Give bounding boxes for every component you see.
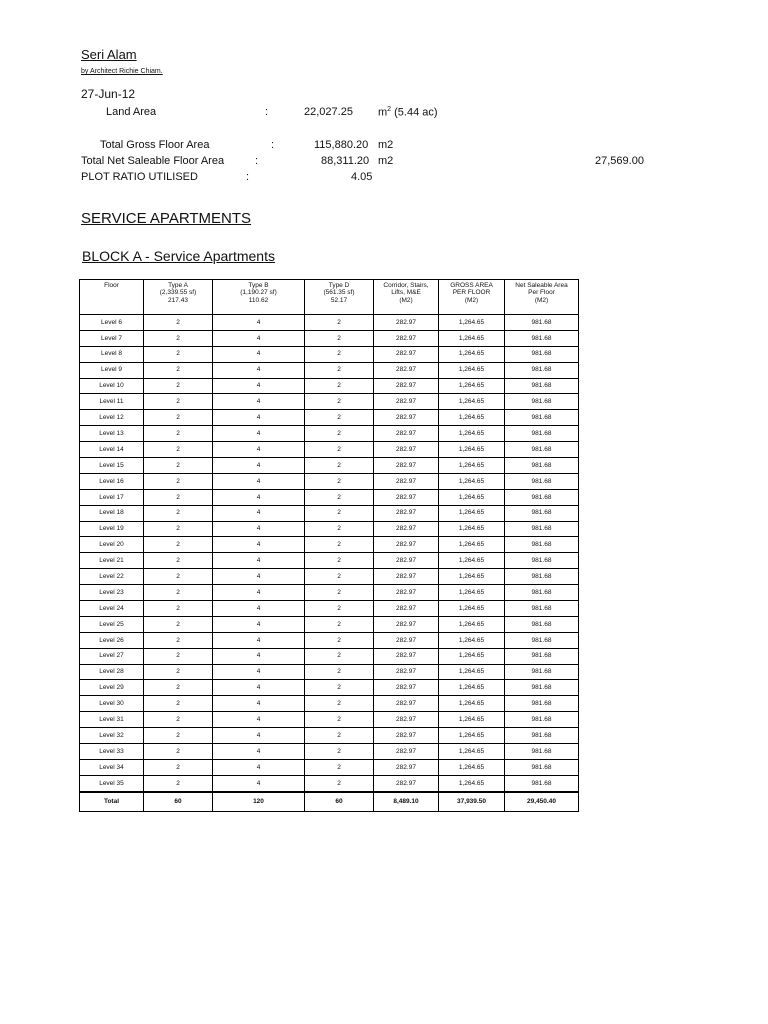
- table-cell: 1,264.65: [439, 330, 505, 346]
- table-cell: 282.97: [374, 378, 439, 394]
- table-cell: Level 18: [80, 505, 144, 521]
- table-cell: Level 9: [80, 362, 144, 378]
- table-cell: 4: [213, 680, 305, 696]
- table-cell: 2: [305, 537, 374, 553]
- table-cell: Level 33: [80, 744, 144, 760]
- table-cell: 282.97: [374, 315, 439, 331]
- table-cell: Level 17: [80, 489, 144, 505]
- table-row: [80, 648, 579, 664]
- document-title: Seri Alam: [81, 47, 137, 62]
- table-cell: Level 20: [80, 537, 144, 553]
- table-cell: 1,264.65: [439, 664, 505, 680]
- table-row: [80, 362, 579, 378]
- table-cell: 2: [144, 744, 213, 760]
- table-cell: Level 30: [80, 696, 144, 712]
- table-cell: Level 22: [80, 569, 144, 585]
- table-cell: Level 35: [80, 775, 144, 791]
- table-cell: 981.68: [505, 537, 579, 553]
- table-cell: 981.68: [505, 505, 579, 521]
- table-cell: 2: [305, 394, 374, 410]
- table-row: [80, 775, 579, 791]
- table-cell: 2: [305, 458, 374, 474]
- table-cell: 2: [144, 696, 213, 712]
- column-header-line: (2,339.55 sf): [159, 289, 197, 297]
- column-header-line: (1,190.27 sf): [240, 289, 277, 297]
- table-row: [80, 680, 579, 696]
- table-cell: 1,264.65: [439, 442, 505, 458]
- column-header-line: Type D: [328, 282, 350, 289]
- author-line: by Architect Richie Chiam.: [81, 68, 163, 75]
- table-cell: 981.68: [505, 601, 579, 617]
- table-cell: 4: [213, 426, 305, 442]
- table-cell: 1,264.65: [439, 696, 505, 712]
- total-cell: 8,489.10: [374, 792, 439, 812]
- table-cell: 282.97: [374, 744, 439, 760]
- table-cell: 2: [144, 601, 213, 617]
- table-cell: 4: [213, 442, 305, 458]
- table-row: [80, 458, 579, 474]
- table-row: [80, 553, 579, 569]
- table-cell: 282.97: [374, 680, 439, 696]
- table-cell: 981.68: [505, 648, 579, 664]
- table-cell: 981.68: [505, 473, 579, 489]
- table-row: [80, 616, 579, 632]
- land-area-colon: :: [265, 106, 269, 118]
- column-header: [374, 280, 439, 315]
- table-cell: 1,264.65: [439, 489, 505, 505]
- table-cell: 2: [144, 458, 213, 474]
- table-cell: 4: [213, 394, 305, 410]
- column-header: [213, 280, 305, 315]
- table-cell: 4: [213, 489, 305, 505]
- table-cell: 2: [305, 442, 374, 458]
- total-cell: 29,450.40: [505, 792, 579, 812]
- table-cell: 981.68: [505, 346, 579, 362]
- gross-floor-area-colon: :: [271, 139, 275, 151]
- table-cell: 4: [213, 712, 305, 728]
- table-cell: 2: [144, 775, 213, 791]
- table-cell: 2: [305, 601, 374, 617]
- table-cell: 4: [213, 537, 305, 553]
- table-cell: 1,264.65: [439, 728, 505, 744]
- table-cell: 2: [305, 648, 374, 664]
- table-cell: 1,264.65: [439, 585, 505, 601]
- table-cell: 4: [213, 664, 305, 680]
- table-cell: 2: [144, 712, 213, 728]
- table-cell: 1,264.65: [439, 553, 505, 569]
- table-row: [80, 394, 579, 410]
- table-cell: 4: [213, 315, 305, 331]
- column-header-line: Per Floor: [528, 289, 555, 297]
- table-cell: 4: [213, 346, 305, 362]
- table-cell: Level 27: [80, 648, 144, 664]
- table-cell: 981.68: [505, 728, 579, 744]
- table-cell: 4: [213, 553, 305, 569]
- table-row: [80, 632, 579, 648]
- table-cell: 2: [144, 569, 213, 585]
- table-cell: 282.97: [374, 346, 439, 362]
- table-cell: 282.97: [374, 585, 439, 601]
- table-cell: 2: [144, 489, 213, 505]
- table-cell: 282.97: [374, 489, 439, 505]
- column-header-line: Net Saleable Area: [515, 282, 568, 289]
- table-cell: 981.68: [505, 362, 579, 378]
- total-cell: Total: [80, 792, 144, 812]
- column-header: [505, 280, 579, 315]
- table-cell: 981.68: [505, 664, 579, 680]
- table-cell: 2: [305, 553, 374, 569]
- table-cell: Level 10: [80, 378, 144, 394]
- table-cell: Level 15: [80, 458, 144, 474]
- table-row: [80, 696, 579, 712]
- table-cell: 2: [144, 759, 213, 775]
- table-cell: 4: [213, 330, 305, 346]
- table-cell: Level 34: [80, 759, 144, 775]
- total-cell: 60: [144, 792, 213, 812]
- table-cell: 2: [144, 728, 213, 744]
- table-cell: Level 11: [80, 394, 144, 410]
- table-row: [80, 346, 579, 362]
- net-saleable-side-value: 27,569.00: [595, 155, 644, 167]
- table-cell: 2: [305, 664, 374, 680]
- table-cell: 1,264.65: [439, 521, 505, 537]
- table-cell: 981.68: [505, 775, 579, 791]
- gross-floor-area-label: Total Gross Floor Area: [100, 139, 210, 151]
- plot-ratio-colon: :: [246, 171, 250, 183]
- table-row: [80, 712, 579, 728]
- table-cell: 981.68: [505, 585, 579, 601]
- table-cell: 4: [213, 378, 305, 394]
- table-cell: 981.68: [505, 712, 579, 728]
- column-header-line: (M2): [399, 296, 413, 304]
- table-cell: 981.68: [505, 744, 579, 760]
- table-cell: Level 31: [80, 712, 144, 728]
- table-cell: 1,264.65: [439, 775, 505, 791]
- table-cell: 981.68: [505, 426, 579, 442]
- table-cell: 282.97: [374, 569, 439, 585]
- total-cell: 37,939.50: [439, 792, 505, 812]
- table-cell: 4: [213, 775, 305, 791]
- table-row: [80, 489, 579, 505]
- table-cell: 981.68: [505, 394, 579, 410]
- table-row: [80, 426, 579, 442]
- table-cell: 4: [213, 505, 305, 521]
- table-row: [80, 569, 579, 585]
- land-area-label: Land Area: [106, 106, 157, 118]
- table-row: [80, 505, 579, 521]
- table-cell: 282.97: [374, 648, 439, 664]
- table-cell: 282.97: [374, 458, 439, 474]
- table-cell: 2: [144, 473, 213, 489]
- table-cell: 4: [213, 744, 305, 760]
- table-cell: 4: [213, 632, 305, 648]
- table-cell: 1,264.65: [439, 473, 505, 489]
- table-cell: 4: [213, 410, 305, 426]
- table-cell: 2: [305, 775, 374, 791]
- table-cell: Level 6: [80, 315, 144, 331]
- column-header-line: Lifts, M&E: [391, 289, 421, 297]
- table-cell: 1,264.65: [439, 648, 505, 664]
- column-header-line: Floor: [104, 282, 119, 289]
- table-cell: 981.68: [505, 616, 579, 632]
- table-cell: Level 29: [80, 680, 144, 696]
- table-cell: 282.97: [374, 775, 439, 791]
- table-row: [80, 315, 579, 331]
- table-total-row: [80, 792, 579, 812]
- table-cell: 2: [144, 394, 213, 410]
- table-header-row: [80, 280, 579, 315]
- table-cell: 1,264.65: [439, 616, 505, 632]
- table-cell: Level 28: [80, 664, 144, 680]
- table-row: [80, 330, 579, 346]
- table-cell: 282.97: [374, 505, 439, 521]
- table-cell: 2: [144, 648, 213, 664]
- table-cell: 2: [144, 585, 213, 601]
- column-header-line: Type A: [168, 282, 188, 289]
- table-cell: 2: [144, 346, 213, 362]
- apartment-table: [79, 279, 579, 812]
- column-header: [439, 280, 505, 315]
- table-cell: 2: [305, 426, 374, 442]
- plot-ratio-value: 4.05: [351, 171, 373, 183]
- table-cell: 1,264.65: [439, 759, 505, 775]
- table-cell: 981.68: [505, 442, 579, 458]
- column-header-line: PER FLOOR: [452, 289, 491, 297]
- table-cell: 2: [305, 330, 374, 346]
- table-cell: 2: [305, 712, 374, 728]
- table-cell: 2: [144, 680, 213, 696]
- table-row: [80, 410, 579, 426]
- column-header: [305, 280, 374, 315]
- table-cell: Level 13: [80, 426, 144, 442]
- table-cell: 282.97: [374, 712, 439, 728]
- table-cell: 1,264.65: [439, 537, 505, 553]
- table-cell: 2: [144, 426, 213, 442]
- column-header: [80, 280, 144, 315]
- column-header-line: 52.17: [330, 296, 348, 304]
- table-row: [80, 664, 579, 680]
- date: 27-Jun-12: [81, 87, 136, 101]
- table-cell: 282.97: [374, 616, 439, 632]
- table-cell: 2: [305, 680, 374, 696]
- table-cell: 4: [213, 569, 305, 585]
- table-row: [80, 473, 579, 489]
- table-cell: 981.68: [505, 696, 579, 712]
- table-cell: Level 26: [80, 632, 144, 648]
- column-header-line: 110.62: [248, 296, 269, 304]
- table-cell: Level 25: [80, 616, 144, 632]
- table-cell: Level 21: [80, 553, 144, 569]
- table-cell: 2: [305, 569, 374, 585]
- table-cell: 2: [305, 616, 374, 632]
- table-cell: 2: [144, 553, 213, 569]
- table-cell: 1,264.65: [439, 362, 505, 378]
- column-header-line: GROSS AREA: [450, 282, 493, 289]
- table-cell: 981.68: [505, 330, 579, 346]
- table-cell: 2: [305, 585, 374, 601]
- column-header-line: Type B: [248, 282, 269, 289]
- table-cell: Level 14: [80, 442, 144, 458]
- table-row: [80, 601, 579, 617]
- table-cell: 981.68: [505, 489, 579, 505]
- table-cell: 981.68: [505, 378, 579, 394]
- table-cell: 282.97: [374, 362, 439, 378]
- table-cell: 4: [213, 601, 305, 617]
- table-cell: 2: [144, 505, 213, 521]
- table-cell: 1,264.65: [439, 632, 505, 648]
- column-header-line: 217.43: [168, 296, 188, 304]
- net-saleable-value: 88,311.20: [321, 155, 370, 167]
- table-cell: 1,264.65: [439, 744, 505, 760]
- table-cell: 2: [144, 442, 213, 458]
- table-row: [80, 744, 579, 760]
- table-cell: 2: [305, 346, 374, 362]
- table-row: [80, 378, 579, 394]
- table-cell: 2: [144, 616, 213, 632]
- table-cell: Level 24: [80, 601, 144, 617]
- table-cell: 1,264.65: [439, 394, 505, 410]
- table-cell: 282.97: [374, 473, 439, 489]
- table-cell: 2: [305, 378, 374, 394]
- table-cell: 1,264.65: [439, 458, 505, 474]
- table-cell: 2: [144, 632, 213, 648]
- table-cell: 4: [213, 458, 305, 474]
- table-cell: 4: [213, 473, 305, 489]
- table-cell: Level 32: [80, 728, 144, 744]
- table-cell: 2: [305, 696, 374, 712]
- table-cell: 1,264.65: [439, 712, 505, 728]
- table-cell: 4: [213, 648, 305, 664]
- table-row: [80, 442, 579, 458]
- table-cell: 981.68: [505, 410, 579, 426]
- table-cell: 282.97: [374, 521, 439, 537]
- total-cell: 120: [213, 792, 305, 812]
- table-cell: 282.97: [374, 410, 439, 426]
- table-cell: 282.97: [374, 394, 439, 410]
- plot-ratio-label: PLOT RATIO UTILISED: [81, 171, 198, 183]
- table-cell: 1,264.65: [439, 680, 505, 696]
- table-cell: 2: [305, 728, 374, 744]
- table-cell: 2: [144, 537, 213, 553]
- table-row: [80, 585, 579, 601]
- block-title: BLOCK A - Service Apartments: [82, 248, 275, 264]
- table-cell: 282.97: [374, 553, 439, 569]
- table-cell: 282.97: [374, 330, 439, 346]
- table-cell: Level 8: [80, 346, 144, 362]
- table-cell: 1,264.65: [439, 601, 505, 617]
- table-cell: 2: [144, 410, 213, 426]
- table-cell: 4: [213, 521, 305, 537]
- column-header-line: (561.35 sf): [323, 289, 355, 297]
- table-cell: 981.68: [505, 680, 579, 696]
- table-cell: Level 16: [80, 473, 144, 489]
- table-cell: 282.97: [374, 632, 439, 648]
- net-saleable-colon: :: [255, 155, 259, 167]
- table-cell: Level 12: [80, 410, 144, 426]
- table-cell: 4: [213, 362, 305, 378]
- table-cell: 981.68: [505, 458, 579, 474]
- table-cell: 981.68: [505, 569, 579, 585]
- table-cell: 2: [144, 315, 213, 331]
- table-cell: 981.68: [505, 553, 579, 569]
- table-cell: 2: [305, 473, 374, 489]
- column-header-line: Corridor, Stairs,: [383, 282, 429, 289]
- table-cell: Level 23: [80, 585, 144, 601]
- table-cell: 282.97: [374, 664, 439, 680]
- table-cell: 2: [305, 315, 374, 331]
- table-cell: 2: [144, 664, 213, 680]
- table-cell: 981.68: [505, 759, 579, 775]
- table-cell: Level 19: [80, 521, 144, 537]
- table-cell: 2: [305, 521, 374, 537]
- land-area-value: 22,027.25: [304, 106, 353, 118]
- table-cell: 2: [305, 744, 374, 760]
- table-cell: 282.97: [374, 426, 439, 442]
- table-cell: 1,264.65: [439, 315, 505, 331]
- table-cell: 282.97: [374, 696, 439, 712]
- land-area-unit: $m^2$ (5.44 ac): [378, 106, 438, 119]
- total-cell: 60: [305, 792, 374, 812]
- gross-floor-area-value: 115,880.20: [314, 139, 369, 151]
- table-cell: 2: [305, 759, 374, 775]
- table-cell: 4: [213, 616, 305, 632]
- table-cell: 2: [305, 632, 374, 648]
- column-header-line: (M2): [464, 296, 479, 304]
- table-cell: 1,264.65: [439, 569, 505, 585]
- table-cell: 4: [213, 728, 305, 744]
- table-cell: 4: [213, 585, 305, 601]
- table-cell: 2: [144, 362, 213, 378]
- table-cell: 282.97: [374, 601, 439, 617]
- table-cell: 1,264.65: [439, 346, 505, 362]
- table-cell: 2: [144, 521, 213, 537]
- net-saleable-label: Total Net Saleable Floor Area: [81, 155, 225, 167]
- section-title: SERVICE APARTMENTS: [81, 210, 252, 227]
- table-cell: 282.97: [374, 442, 439, 458]
- table-row: [80, 728, 579, 744]
- table-cell: 4: [213, 696, 305, 712]
- table-row: [80, 521, 579, 537]
- table-cell: 2: [305, 489, 374, 505]
- column-header-line: (M2): [534, 296, 549, 304]
- table-cell: 2: [144, 330, 213, 346]
- net-saleable-unit: m2: [378, 155, 394, 167]
- table-cell: 282.97: [374, 759, 439, 775]
- table-cell: 981.68: [505, 315, 579, 331]
- table-row: [80, 537, 579, 553]
- table-cell: 282.97: [374, 537, 439, 553]
- table-cell: 981.68: [505, 632, 579, 648]
- table-cell: 1,264.65: [439, 378, 505, 394]
- table-cell: 981.68: [505, 521, 579, 537]
- gross-floor-area-unit: m2: [378, 139, 394, 151]
- table-row: [80, 759, 579, 775]
- table-cell: Level 7: [80, 330, 144, 346]
- table-cell: 2: [305, 362, 374, 378]
- column-header: [144, 280, 213, 315]
- table-cell: 1,264.65: [439, 426, 505, 442]
- table-cell: 4: [213, 759, 305, 775]
- table-cell: 2: [144, 378, 213, 394]
- table-cell: 1,264.65: [439, 410, 505, 426]
- table-cell: 2: [305, 505, 374, 521]
- table-cell: 282.97: [374, 728, 439, 744]
- table-cell: 1,264.65: [439, 505, 505, 521]
- table-cell: 2: [305, 410, 374, 426]
